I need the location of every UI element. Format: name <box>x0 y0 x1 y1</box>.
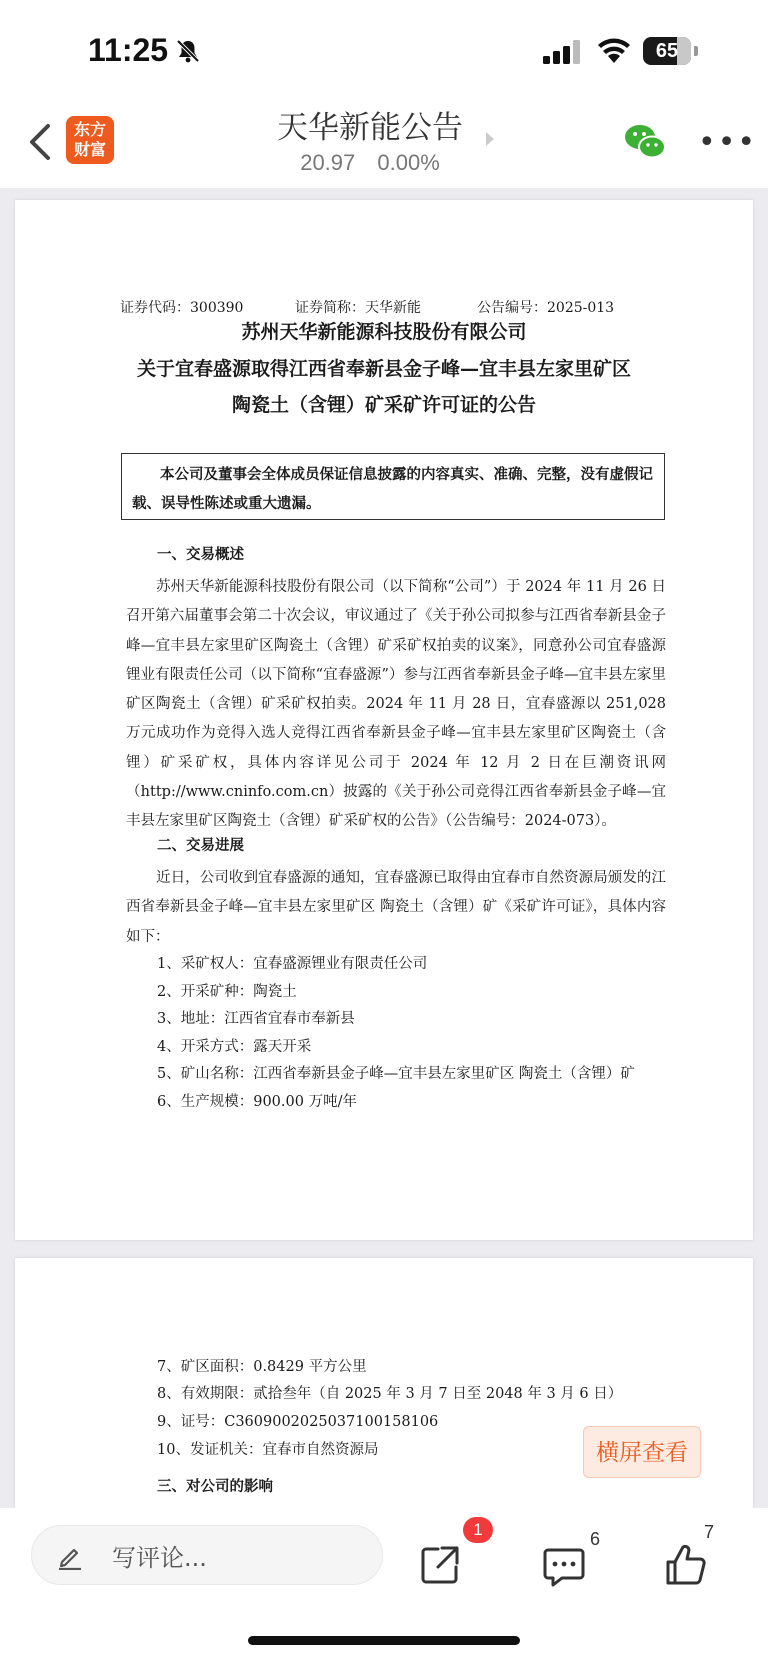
security-code: 证券代码：300390 <box>120 300 244 316</box>
doc-title-line-1: 苏州天华新能源科技股份有限公司 <box>241 321 527 343</box>
list-item: 4、开采方式：露天开采 <box>157 1039 312 1055</box>
status-time: 11:25 <box>88 32 169 68</box>
section-3-title: 三、对公司的影响 <box>157 1478 273 1495</box>
section-1-title: 一、交易概述 <box>157 546 244 563</box>
list-item: 8、有效期限：贰拾叁年（自 2025 年 3 月 7 日至 2048 年 3 月 6 日） <box>157 1386 623 1402</box>
chevron-right-icon <box>486 132 494 146</box>
notice-number: 公告编号：2025-013 <box>477 300 615 316</box>
list-item: 6、生产规模：900.00 万吨/年 <box>157 1094 357 1110</box>
back-icon[interactable] <box>26 120 56 164</box>
stock-price: 20.97 <box>300 150 356 175</box>
disclosure-statement: 本公司及董事会全体成员保证信息披露的内容真实、准确、完整，没有虚假记载、误导性陈述或重大遗漏。 <box>121 453 665 520</box>
section-2-title: 二、交易进展 <box>157 837 244 854</box>
section-1-text: 苏州天华新能源科技股份有限公司（以下简称“公司”）于 2024 年 11 月 26 日召开第六届董事会第二十次会议，审议通过了《关于孙公司拟参与江西省奉新县金子峰—宜丰县左家里矿区陶瓷土（含锂）矿采矿权拍卖的议案》，同意孙公司宜春盛源锂业有限责任公司（以下简称“宜春盛源”）参与江西省奉新县金子峰—宜丰县左家里矿区陶瓷土（含锂）矿采矿权拍卖。2024 年 11 月 28 日，宜春盛源以 251,028 万元成功作为竞得入选人竞得江西省奉新县金子峰—宜丰县左家里矿区陶瓷土（含锂）矿采矿权，具体内容详见公司于 2024 年 12 月 2 日在巨潮资讯网（http://www.cninfo.com.cn）披露的《关于孙公司竞得江西省奉新县金子峰—宜丰县左家里矿区陶瓷土（含锂）矿采矿权的公告》（公告编号：2024-073）。 <box>126 579 666 830</box>
wechat-share-icon[interactable] <box>623 122 667 162</box>
pencil-icon <box>56 1542 84 1570</box>
stock-change: 0.00% <box>377 150 440 175</box>
nav-bar <box>0 100 768 188</box>
app-logo: 东方 财富 <box>66 116 114 164</box>
doc-title-line-3: 陶瓷土（含锂）矿采矿许可证的公告 <box>231 394 536 416</box>
doc-title-line-2: 关于宜春盛源取得江西省奉新县金子峰—宜丰县左家里矿区 <box>136 358 631 380</box>
stock-quote[interactable] <box>230 150 510 176</box>
document-page-1 <box>15 200 753 1240</box>
bell-muted-icon <box>175 38 201 64</box>
share-badge: 1 <box>463 1517 493 1543</box>
list-item: 7、矿区面积：0.8429 平方公里 <box>157 1359 367 1375</box>
list-item: 9、证号：C3609002025037100158106 <box>157 1414 439 1430</box>
share-icon[interactable] <box>418 1543 462 1587</box>
battery-level: 65 <box>655 40 679 62</box>
page-title: 天华新能公告 <box>277 110 463 146</box>
cellular-signal-icon <box>543 40 583 64</box>
list-item: 1、采矿权人：宜春盛源锂业有限责任公司 <box>157 956 428 972</box>
like-icon[interactable] <box>664 1543 708 1587</box>
battery-icon <box>643 37 691 65</box>
comment-count: 6 <box>590 1529 601 1549</box>
list-item: 2、开采矿种：陶瓷土 <box>157 984 297 1000</box>
security-short-name: 证券简称：天华新能 <box>295 300 421 316</box>
home-indicator <box>248 1636 520 1645</box>
comment-placeholder: 写评论... <box>112 1544 207 1572</box>
like-count: 7 <box>704 1522 715 1542</box>
section-2-text: 近日，公司收到宜春盛源的通知，宜春盛源已取得由宜春市自然资源局颁发的江西省奉新县金子峰—宜丰县左家里矿区 陶瓷土（含锂）矿《采矿许可证》，具体内容如下： <box>126 870 666 945</box>
list-item: 5、矿山名称：江西省奉新县金子峰—宜丰县左家里矿区 陶瓷土（含锂）矿 <box>157 1066 635 1082</box>
comment-icon[interactable] <box>542 1545 586 1589</box>
comment-input[interactable] <box>31 1525 383 1585</box>
list-item: 3、地址：江西省宜春市奉新县 <box>157 1011 355 1027</box>
landscape-view-button[interactable]: 横屏查看 <box>583 1426 701 1478</box>
list-item: 10、发证机关：宜春市自然资源局 <box>157 1442 379 1458</box>
status-bar <box>0 0 768 100</box>
more-options-icon[interactable]: ••• <box>698 125 758 160</box>
wifi-icon <box>597 37 631 63</box>
